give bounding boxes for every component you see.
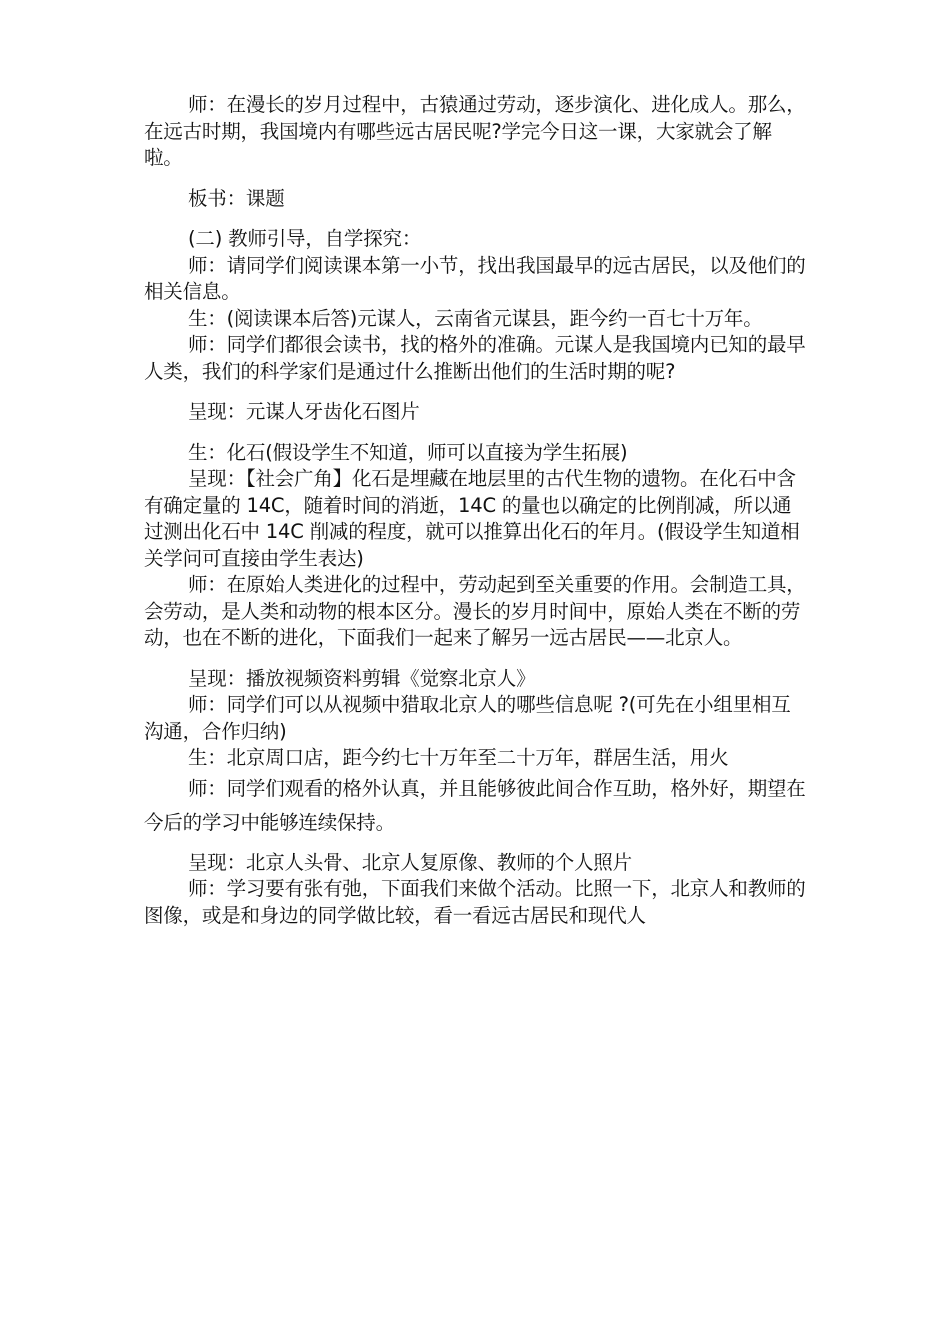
paragraph-teacher-intro: 师：在漫长的岁月过程中，古猿通过劳动，逐步演化、进化成人。那么，在远古时期，我国境内有哪些远古居民呢?学完今日这一课，大家就会了解啦。 [144, 93, 806, 169]
paragraph-teacher-labor: 师：在原始人类进化的过程中，劳动起到至关重要的作用。会制造工具，会劳动，是人类和动物的根本区分。漫长的岁月时间中，原始人类在不断的劳动，也在不断的进化，下面我们一起来了解另一远古居民——北京人。 [144, 573, 806, 649]
paragraph-social-corner: 呈现：【社会广角】化石是埋藏在地层里的古代生物的遗物。在化石中含有确定量的 14C，随着时间的消逝，14C 的量也以确定的比例削减，所以通过测出化石中 14C 削减的程度，就可以推算出化石的年月。(假设学生知道相关学问可直接由学生表达) [144, 467, 800, 570]
paragraph-show-video: 呈现：播放视频资料剪辑《觉察北京人》 [188, 666, 536, 690]
paragraph-teacher-question-dating: 师：同学们都很会读书，找的格外的准确。元谋人是我国境内已知的最早人类，我们的科学家们是通过什么推断出他们的生活时期的呢? [144, 333, 806, 383]
paragraph-teacher-video-question: 师：同学们可以从视频中猎取北京人的哪些信息呢 ?(可先在小组里相互沟通，合作归纳) [144, 693, 791, 743]
paragraph-student-answer-yuanmou: 生：(阅读课本后答)元谋人，云南省元谋县，距今约一百七十万年。 [188, 306, 763, 330]
paragraph-show-skull-images: 呈现：北京人头骨、北京人复原像、教师的个人照片 [188, 850, 632, 874]
paragraph-teacher-reading-task: 师：请同学们阅读课本第一小节，找出我国最早的远古居民，以及他们的相关信息。 [144, 253, 806, 303]
paragraph-teacher-activity: 师：学习要有张有弛，下面我们来做个活动。比照一下，北京人和教师的图像，或是和身边的同学做比较，看一看远古居民和现代人 [144, 877, 806, 927]
paragraph-show-tooth-fossil: 呈现：元谋人牙齿化石图片 [188, 400, 420, 423]
paragraph-board-title: 板书：课题 [188, 186, 285, 210]
paragraph-section-heading: (二) 教师引导，自学探究： [188, 227, 422, 250]
paragraph-student-fossil: 生：化石(假设学生不知道，师可以直接为学生拓展) [188, 440, 628, 464]
paragraph-teacher-praise: 师：同学们观看的格外认真，并且能够彼此间合作互助，格外好，期望在今后的学习中能够连续保持。 [144, 776, 806, 834]
paragraph-student-peking-man: 生：北京周口店，距今约七十万年至二十万年，群居生活，用火 [188, 746, 729, 769]
document-page [144, 92, 809, 929]
